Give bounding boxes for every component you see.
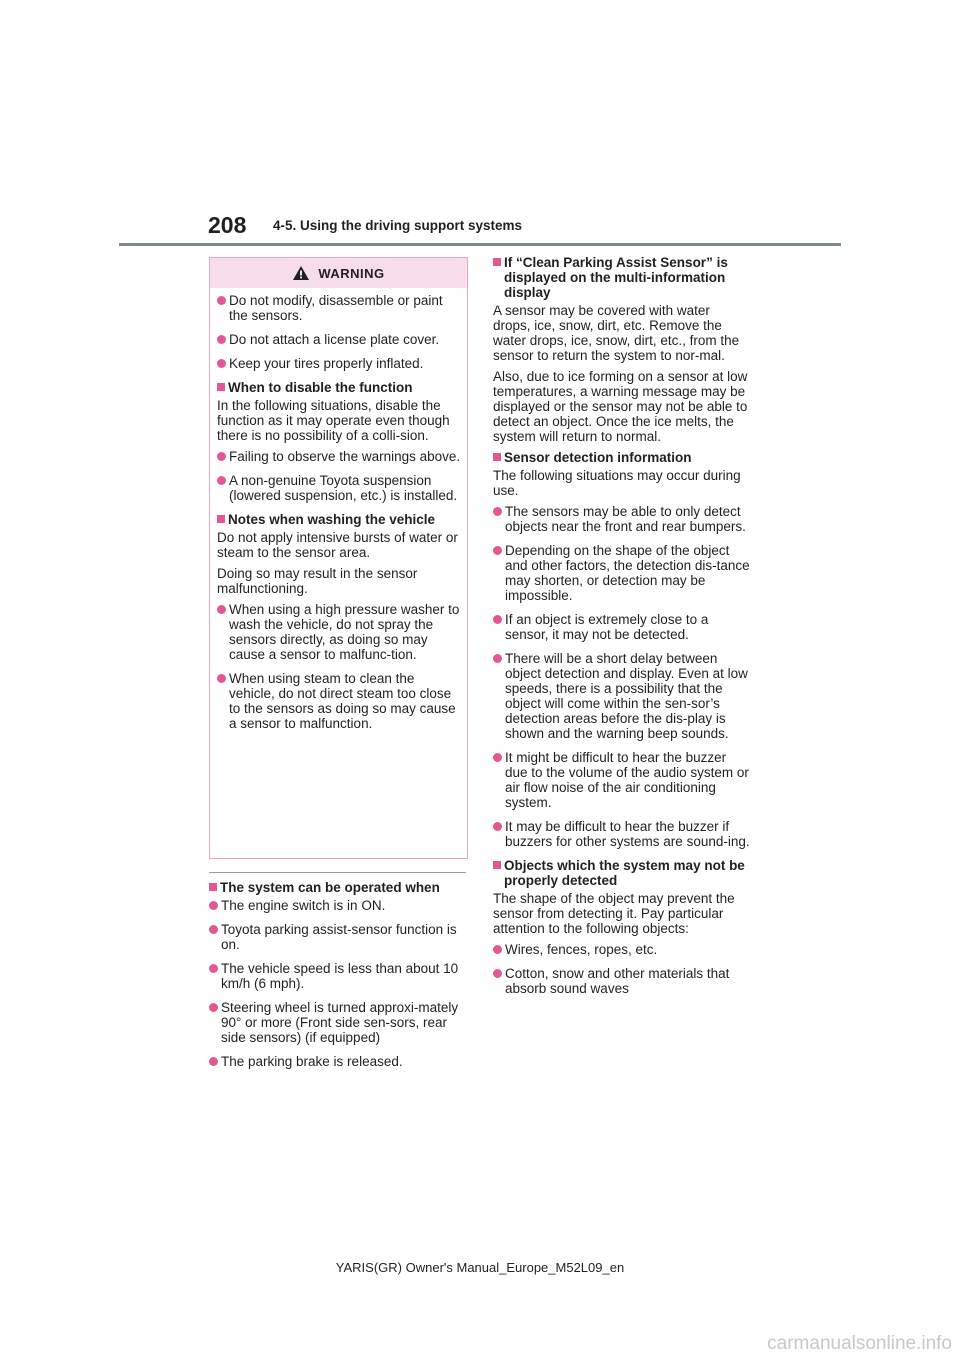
warning-triangle-icon	[292, 265, 310, 281]
page-number: 208	[208, 212, 247, 238]
paragraph: The shape of the object may prevent the sensor from detecting it. Pay particular attention to the following objects:	[493, 891, 735, 936]
subsection-heading: When to disable the function	[217, 380, 461, 395]
paragraph: Do not apply intensive bursts of water or steam to the sensor area.	[217, 530, 458, 560]
subsection-heading: The system can be operated when	[209, 880, 466, 895]
warning-title: WARNING	[318, 265, 385, 281]
warning-content	[210, 288, 467, 731]
bullet-item: Do not attach a license plate cover.	[217, 332, 461, 347]
right-column	[493, 255, 751, 1005]
bullet-item: Failing to observe the warnings above.	[217, 449, 461, 464]
bullet-item: It may be difficult to hear the buzzer if buzzers for other systems are sound-ing.	[493, 819, 751, 849]
subsection-heading: Notes when washing the vehicle	[217, 512, 461, 527]
bullet-item: Wires, fences, ropes, etc.	[493, 942, 751, 957]
bullet-item: Cotton, snow and other materials that absorb sound waves	[493, 966, 751, 996]
bullet-item: The sensors may be able to only detect objects near the front and rear bumpers.	[493, 504, 751, 534]
paragraph: The following situations may occur during use.	[493, 468, 741, 498]
section-title: 4-5. Using the driving support systems	[273, 218, 523, 233]
left-column	[209, 872, 466, 1078]
subsection-heading: Objects which the system may not be properly detected	[493, 858, 751, 888]
left-column-content	[209, 880, 466, 1069]
subsection-heading: If “Clean Parking Assist Sensor” is displayed on the multi-information display	[493, 255, 751, 300]
warning-header	[210, 258, 467, 288]
paragraph: Doing so may result in the sensor malfunctioning.	[217, 566, 418, 596]
subsection-heading: Sensor detection information	[493, 450, 751, 465]
warning-box	[209, 257, 468, 859]
bullet-item: Do not modify, disassemble or paint the sensors.	[217, 293, 461, 323]
bullet-item: The parking brake is released.	[209, 1054, 466, 1069]
paragraph: Also, due to ice forming on a sensor at low temperatures, a warning message may be displayed or the sensor may not be able to detect an object. Once the ice melts, the system will return to normal.	[493, 369, 748, 444]
bullet-item: Steering wheel is turned approxi-mately 90° or more (Front side sen-sors, rear side sensors) (if equipped)	[209, 1000, 466, 1045]
bullet-item: When using a high pressure washer to wash the vehicle, do not spray the sensors directly, as doing so may cause a sensor to malfunc-tion.	[217, 602, 461, 662]
bullet-item: When using steam to clean the vehicle, do not direct steam too close to the sensors as doing so may cause a sensor to malfunction.	[217, 671, 461, 731]
paragraph: A sensor may be covered with water drops, ice, snow, dirt, etc. Remove the water drops, ice, snow, dirt, etc., from the sensor to return the system to nor-mal.	[493, 303, 740, 363]
bullet-item: Toyota parking assist-sensor function is on.	[209, 922, 466, 952]
bullet-item: It might be difficult to hear the buzzer due to the volume of the audio system or air flow noise of the air conditioning system.	[493, 750, 751, 810]
header-divider	[119, 243, 841, 246]
bullet-item: If an object is extremely close to a sensor, it may not be detected.	[493, 612, 751, 642]
watermark: carmanualsonline.info	[767, 1333, 952, 1354]
bullet-item: The vehicle speed is less than about 10 km/h (6 mph).	[209, 961, 466, 991]
page-footer: YARIS(GR) Owner's Manual_Europe_M52L09_en	[335, 1260, 625, 1275]
bullet-item: A non-genuine Toyota suspension (lowered suspension, etc.) is installed.	[217, 473, 461, 503]
left-column-divider	[209, 872, 466, 873]
page-header	[0, 0, 960, 250]
bullet-item: The engine switch is in ON.	[209, 898, 466, 913]
bullet-item: Keep your tires properly inflated.	[217, 356, 461, 371]
paragraph: In the following situations, disable the function as it may operate even though there is no possibility of a colli-sion.	[217, 398, 450, 443]
bullet-item: Depending on the shape of the object and other factors, the detection dis-tance may shorten, or detection may be impossible.	[493, 543, 751, 603]
bullet-item: There will be a short delay between object detection and display. Even at low speeds, there is a possibility that the object will come within the sen-sor’s detection areas before the dis-play is shown and the warning beep sounds.	[493, 651, 751, 741]
